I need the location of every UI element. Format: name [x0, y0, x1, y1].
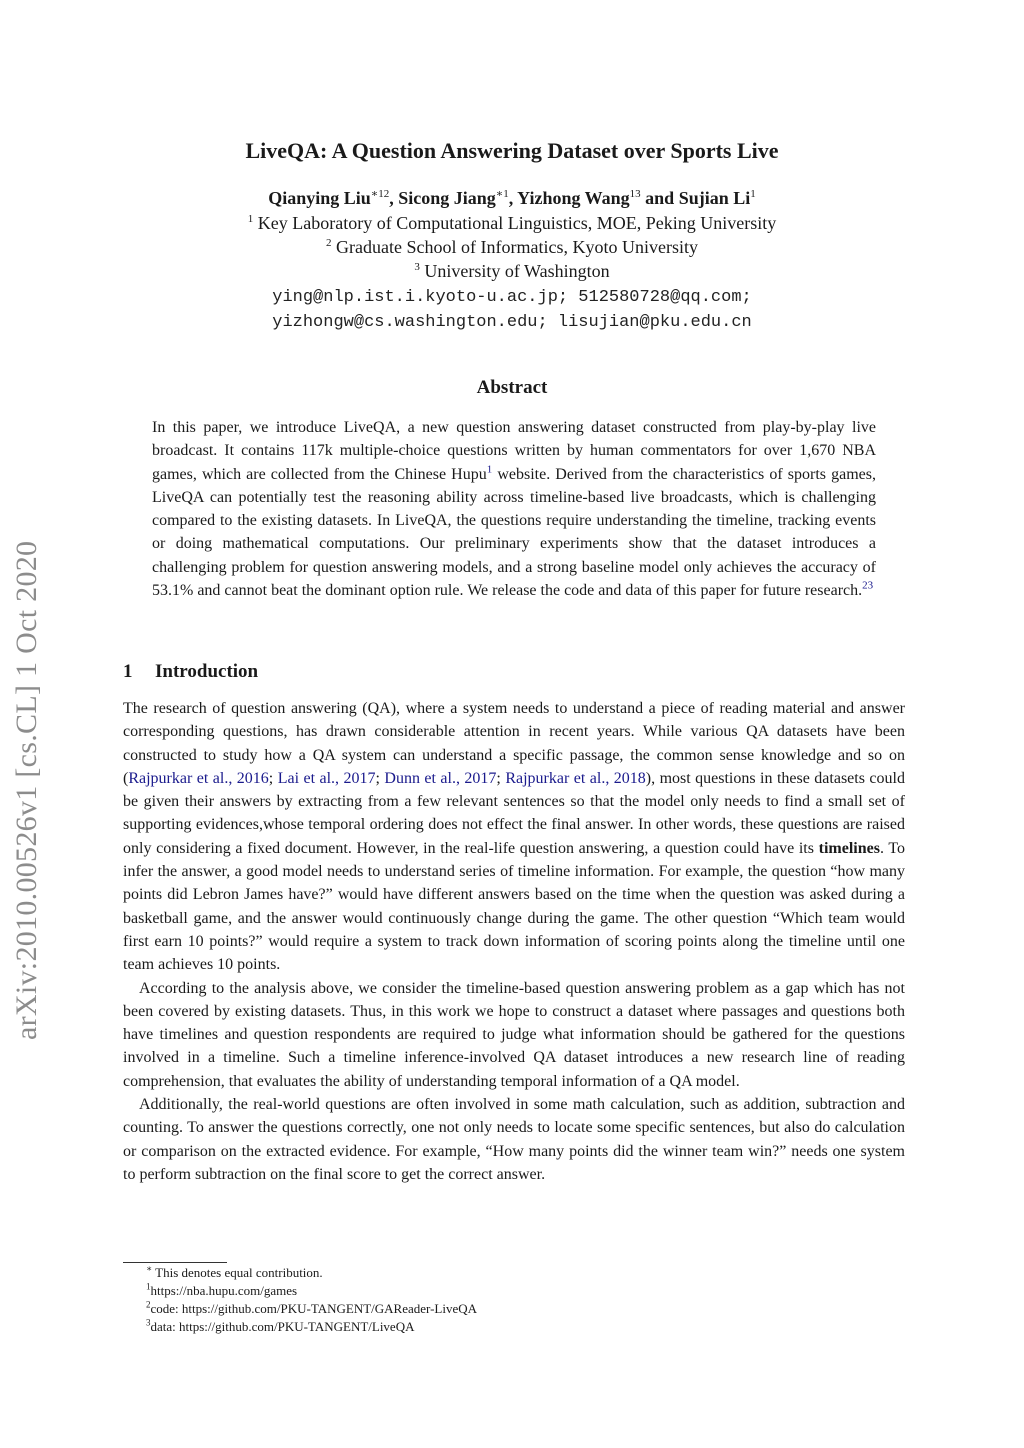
footnote-link[interactable]: https://nba.hupu.com/games: [150, 1283, 298, 1298]
citation-link[interactable]: Lai et al., 2017: [277, 769, 376, 787]
paragraph: According to the analysis above, we consider the timeline-based question answering problem as a gap which has not been covered by existing datasets. Thus, in this work we hope to construct a dataset where passages and questions both have timelines and question respondents are required to judge what information should be gathered for the questions involved in a timeline. Such a timeline inference-involved QA dataset introduces a new research line of reading comprehension, that evaluates the ability of understanding temporal information of a QA model.: [123, 979, 905, 1090]
author-name: Qianying Liu: [268, 188, 371, 208]
abstract-heading: Abstract: [476, 377, 548, 398]
author-mark: ∗12: [370, 188, 390, 200]
abstract-text: website. Derived from the characteristics of sports games, LiveQA can potentially test the reasoning ability across timeline-based live broadcasts, which is challenging compared to the existing datasets. In LiveQA, the questions require understanding the timeline, tracking events or doing mathematical computations. Our preliminary experiments show that the dataset introduces a challenging problem for question answering models, and a strong baseline model only achieves the accuracy of 53.1% and cannot beat the dominant option rule. We release the code and data of this paper for future research.: [152, 465, 877, 600]
footnote-mark: ∗: [146, 1263, 153, 1274]
affiliation: [0, 237, 1024, 258]
paragraph-text: ), most questions in these datasets could be given their answers by extracting from a few relevant sentences so that the model only needs to find a small set of supporting evidences,whose temporal ordering does not effect the final answer. In other words, these questions are raised only considering a fixed document. However, in the real-life question answering, a question could have its: [123, 769, 905, 857]
author-separator: ,: [508, 188, 518, 208]
footnote-link[interactable]: data: https://github.com/PKU-TANGENT/LiveQA: [150, 1319, 415, 1334]
footnote-mark: 3: [146, 1317, 151, 1328]
section-number: 1: [123, 661, 133, 682]
section-heading: [123, 661, 258, 683]
author-separator: ,: [389, 188, 399, 208]
affiliation-text: Graduate School of Informatics, Kyoto University: [331, 237, 698, 257]
author-mark: 1: [750, 188, 756, 200]
citation-link[interactable]: Rajpurkar et al., 2018: [505, 769, 646, 787]
footnote-text: This denotes equal contribution.: [152, 1265, 323, 1280]
affiliation-mark: 3: [414, 261, 420, 273]
author-mark: ∗1: [495, 188, 509, 200]
email-line: ying@nlp.ist.i.kyoto-u.ac.jp; 512580728@qq.com;: [272, 288, 752, 307]
section-title: Introduction: [155, 661, 259, 682]
footnote-rule: [123, 1262, 227, 1263]
footnote-mark: 1: [146, 1281, 151, 1292]
author-separator: and: [640, 188, 679, 208]
paragraph: The research of question answering (QA), where a system needs to understand a piece of reading material and answer corresponding questions, has drawn considerable attention in recent years. While various QA datasets have been constructed to study how a QA system can understand a specific passage, the common sense knowledge and so on (Rajpurkar et al., 2016; Lai et al., 2017; Dunn et al., 2017; Rajpurkar et al., 2018), most questions in these datasets could be given their answers by extracting from a few relevant sentences so that the model only needs to find a small set of supporting evidences,whose temporal ordering does not effect the final answer. In other words, these questions are raised only considering a fixed document. However, in the real-life question answering, a question could have its timelines. To infer the answer, a good model needs to understand series of timeline information. For example, the question “how many points did Lebron James have?” would have different answers based on the time when the question was asked during a basketball game, and the answer would continuously change during the game. The other question “Which team would first earn 10 points?” would require a system to track down information of scoring points along the timeline until one team achieves 10 points.: [123, 700, 905, 974]
footnote: [146, 1301, 477, 1317]
paragraph: Additionally, the real-world questions are often involved in some math calculation, such as addition, subtraction and counting. To answer the questions correctly, one not only needs to locate some specific sentences, but also do calculation or comparison on the extracted evidence. For example, “How many points did the winner team win?” needs one system to perform subtraction on the final score to get the correct answer.: [123, 1096, 905, 1183]
author-name: Sujian Li: [678, 188, 751, 208]
affiliation-mark: 1: [247, 213, 254, 225]
affiliation-text: Key Laboratory of Computational Linguistics, MOE, Peking University: [253, 213, 777, 233]
footnote: [146, 1319, 414, 1335]
email-line: yizhongw@cs.washington.edu; lisujian@pku.edu.cn: [272, 313, 752, 332]
author-list: [0, 188, 1024, 209]
bold-term: timelines: [818, 839, 880, 857]
affiliation: [0, 261, 1024, 282]
abstract-body: [152, 416, 876, 602]
arxiv-stamp: arXiv:2010.00526v1 [cs.CL] 1 Oct 2020: [10, 540, 43, 1040]
author-name: Yizhong Wang: [517, 188, 630, 208]
citation-link[interactable]: Dunn et al., 2017: [384, 769, 497, 787]
paragraph-text: . To infer the answer, a good model needs to understand series of timeline information. For example, the question “how many points did Lebron James have?” would have different answers based on the time when the question was asked during a basketball game, and the answer would continuously change during the game. The other question “Which team would first earn 10 points?” would require a system to track down information of scoring points along the timeline until one team achieves 10 points.: [123, 839, 905, 974]
footnote-ref[interactable]: 1: [486, 463, 493, 476]
author-mark: 13: [629, 188, 641, 200]
footnote-ref[interactable]: 23: [862, 579, 874, 592]
abstract-text: In this paper, we introduce LiveQA, a new question answering dataset constructed from play-by-play live broadcast. It contains 117k multiple-choice questions written by human commentators for over 1,670 NBA games, which are collected from the Chinese Hupu: [152, 419, 876, 483]
paragraph-text: The research of question answering (QA), where a system needs to understand a piece of reading material and answer corresponding questions, has drawn considerable attention in recent years. While various QA datasets have been constructed to study how a QA system can understand a specific passage, the common sense knowledge and so on (: [123, 700, 905, 787]
intro-body: [123, 697, 905, 1186]
paper-title: LiveQA: A Question Answering Dataset over Sports Live: [245, 138, 779, 163]
footnote: [146, 1265, 323, 1281]
citation-link[interactable]: Rajpurkar et al., 2016: [128, 769, 269, 787]
footnote-mark: 2: [146, 1299, 151, 1310]
affiliation-text: University of Washington: [419, 261, 610, 281]
author-name: Sicong Jiang: [398, 188, 496, 208]
footnote-link[interactable]: code: https://github.com/PKU-TANGENT/GAReader-LiveQA: [150, 1301, 478, 1316]
affiliation-mark: 2: [326, 237, 332, 249]
affiliation: [0, 213, 1024, 234]
footnote: [146, 1283, 297, 1299]
